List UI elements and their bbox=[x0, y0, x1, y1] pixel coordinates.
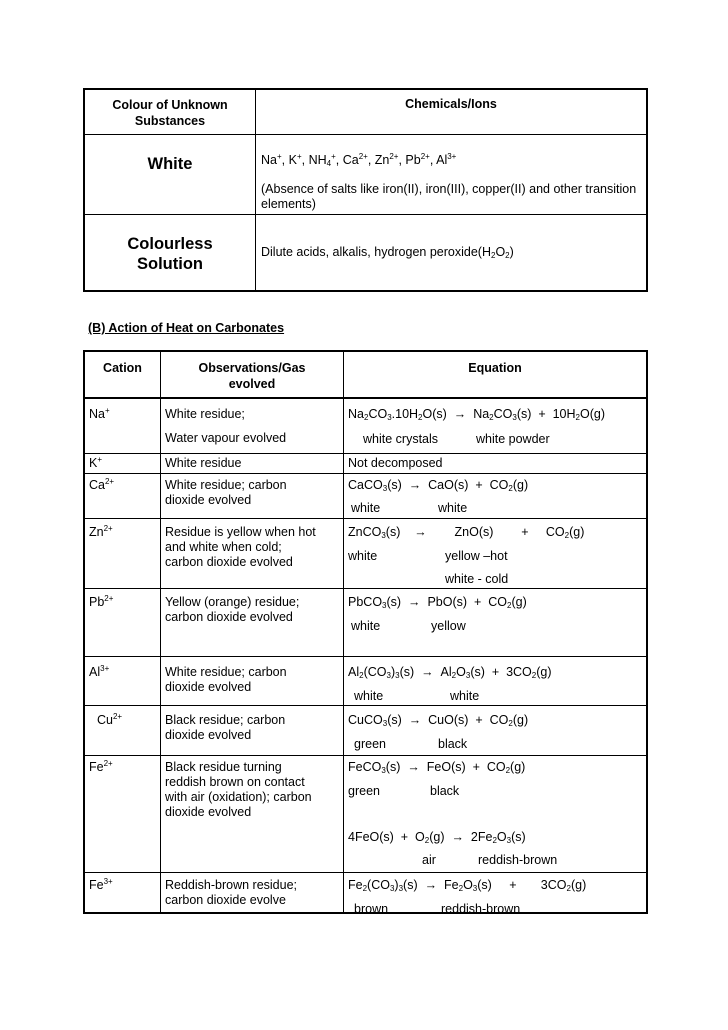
header-equation: Equation bbox=[468, 361, 522, 375]
cation: $Cu^{2+}$ bbox=[97, 712, 123, 727]
row-divider bbox=[85, 134, 646, 135]
state-label: white powder bbox=[476, 432, 550, 446]
state-label: yellow bbox=[431, 619, 466, 633]
row-divider bbox=[85, 588, 646, 589]
observation: White residue; carbon dioxide evolved bbox=[165, 478, 287, 507]
observation: White residue; carbon dioxide evolved bbox=[165, 665, 287, 694]
colour-white: White bbox=[147, 155, 193, 173]
observation: Black residue; carbon dioxide evolved bbox=[165, 713, 286, 742]
state-label: white bbox=[354, 689, 384, 703]
cation: $Pb^{2+}$ bbox=[89, 594, 114, 609]
equation: ZnCO$_3$(s) → ZnO(s) + $CO_2(g)$ bbox=[348, 525, 585, 540]
column-divider bbox=[160, 352, 161, 912]
equation: $Na_2CO_3.10H_2O(s) \to Na_2CO_3(s) + 10H_2O(g)$ bbox=[348, 407, 605, 422]
equation: $Al_2(CO_3)_3(s) \to Al_2O_3(s) + 3CO_2(g)$ bbox=[348, 665, 552, 680]
state-label: green bbox=[348, 784, 380, 798]
header-divider bbox=[85, 397, 646, 399]
row-divider bbox=[85, 656, 646, 657]
state-label: white bbox=[351, 501, 381, 515]
header-observations: Observations/Gas evolved bbox=[198, 361, 306, 391]
cation: $Zn^{2+}$ bbox=[89, 524, 113, 539]
state-label: black bbox=[430, 784, 460, 798]
header-colour: Colour of Unknown Substances bbox=[112, 98, 228, 128]
row-divider bbox=[85, 518, 646, 519]
header-cation: Cation bbox=[103, 361, 142, 375]
observation: Black residue turning reddish brown on contact with air (oxidation); carbon dioxide evolved bbox=[165, 760, 312, 819]
cation: $Ca^{2+}$ bbox=[89, 477, 115, 492]
state-label: reddish-brown bbox=[441, 902, 521, 916]
white-note: (Absence of salts like iron(II), iron(III), copper(II) and other transition elements) bbox=[261, 182, 637, 211]
header-chemicals: Chemicals/Ions bbox=[405, 97, 497, 111]
observation: Water vapour evolved bbox=[165, 431, 287, 445]
section-heading: (B) Action of Heat on Carbonates bbox=[88, 321, 285, 335]
cation: $Fe^{3+}$ bbox=[89, 877, 113, 892]
cation: $Al^{3+}$ bbox=[89, 664, 110, 679]
cation: K+ bbox=[89, 455, 103, 470]
equation: Not decomposed bbox=[348, 456, 443, 470]
cation: $Fe^{2+}$ bbox=[89, 759, 113, 774]
row-divider bbox=[85, 473, 646, 474]
state-label: white bbox=[438, 501, 468, 515]
state-label: white bbox=[450, 689, 480, 703]
state-label: white crystals bbox=[363, 432, 439, 446]
state-label: black bbox=[438, 737, 468, 751]
observation: Yellow (orange) residue; carbon dioxide evolved bbox=[165, 595, 300, 624]
state-label: brown bbox=[354, 902, 389, 916]
row-divider bbox=[85, 214, 646, 215]
cation: Na+ bbox=[89, 406, 110, 421]
equation: FeCO$_3$(s) → $FeO(s) + CO_2(g)$ bbox=[348, 760, 526, 775]
state-label: air bbox=[422, 853, 436, 867]
carbonates-table bbox=[83, 350, 648, 914]
state-label: white - cold bbox=[445, 572, 509, 586]
state-label: white bbox=[348, 549, 378, 563]
observation: Reddish-brown residue; carbon dioxide evolve bbox=[165, 878, 298, 907]
equation: $4FeO(s) + O_2(g) \to 2Fe_2O_3(s)$ bbox=[348, 830, 526, 845]
equation: CaCO$_3$(s) → $CaO(s) + CO_2(g)$ bbox=[348, 478, 529, 493]
state-label: reddish-brown bbox=[478, 853, 558, 867]
column-divider bbox=[343, 352, 344, 912]
row-divider bbox=[85, 705, 646, 706]
observation: White residue; bbox=[165, 407, 245, 421]
state-label: white bbox=[351, 619, 381, 633]
equation: PbCO$_3$(s) → $PbO(s) + CO_2(g)$ bbox=[348, 595, 527, 610]
row-divider bbox=[85, 755, 646, 756]
white-ions: Na+, K+, $NH_4^+$, $Ca^{2+}$, $Zn^{2+}$, $Pb^{2+}$, $Al^{3+}$ bbox=[261, 152, 457, 168]
observation: Residue is yellow when hot and white when cold; carbon dioxide evolved bbox=[165, 525, 316, 569]
row-divider bbox=[85, 872, 646, 873]
row-divider bbox=[85, 453, 646, 454]
colourless-chemicals: Dilute acids, alkalis, hydrogen $peroxide(H_2O_2)$ bbox=[261, 245, 514, 260]
equation: $Fe_2(CO_3)_3(s) \to Fe_2O_3(s)$ + $3CO_2(g)$ bbox=[348, 878, 587, 893]
colour-table bbox=[83, 88, 648, 292]
equation: CuCO$_3$(s) → $CuO(s) + CO_2(g)$ bbox=[348, 713, 529, 728]
state-label: green bbox=[354, 737, 386, 751]
column-divider bbox=[255, 90, 256, 290]
state-label: yellow –hot bbox=[445, 549, 508, 563]
colour-colourless: Colourless Solution bbox=[127, 235, 213, 273]
observation: White residue bbox=[165, 456, 242, 470]
